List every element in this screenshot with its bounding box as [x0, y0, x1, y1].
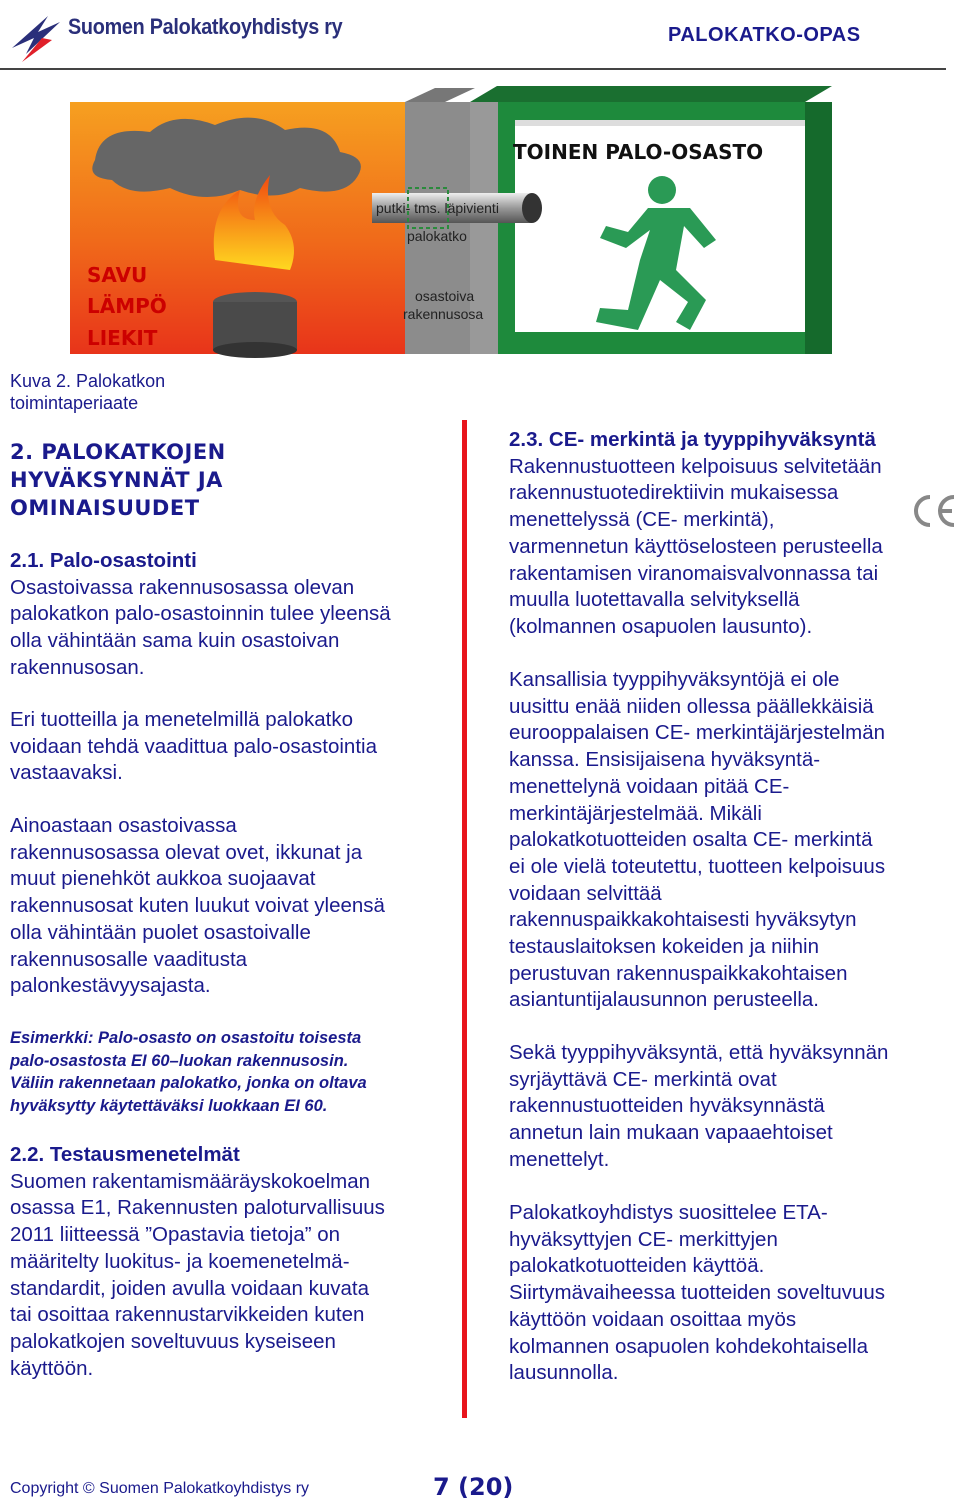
paragraph	[509, 667, 885, 1014]
paragraph-line: määritelty luokitus- ja koemenetelmä-	[10, 1249, 350, 1273]
organization-name: Suomen Palokatkoyhdistys ry	[68, 14, 343, 39]
green-room-top	[470, 86, 832, 102]
paragraph-line: rakennustuotedirektiivin mukaisessa	[509, 481, 839, 505]
paragraph-line: palokatkon palo-osastoinnin tulee yleensä	[10, 602, 391, 626]
paragraph-line: Ainoastaan osastoivassa	[10, 814, 237, 837]
pipe-label-1: putki- tms. läpivienti	[376, 200, 499, 216]
paragraph-line: kolmannen osapuolen kohdekohtaisella	[509, 1334, 869, 1358]
column-divider	[462, 420, 467, 1418]
paragraph-line: voidaan tehdä vaadittua palo-osastointia	[10, 734, 377, 758]
subsection-title: 2.1. Palo-osastointi	[10, 549, 197, 572]
paragraph-line: kanssa. Ensisijaisena hyväksyntä-	[509, 748, 821, 772]
paragraph-line: lausunnolla.	[509, 1361, 619, 1385]
wall-label-1: osastoiva	[415, 288, 475, 304]
paragraph-line: 2011 liitteessä ”Opastavia tietoja” on	[10, 1223, 341, 1247]
caption-line: Kuva 2. Palokatkon	[10, 371, 166, 391]
paragraph-line: varmennetun käyttöselosteen perusteella	[509, 534, 883, 558]
paragraph	[509, 1200, 885, 1387]
paragraph-line: menettelyt.	[509, 1147, 610, 1171]
paragraph-line: perustuvan rakennuspaikkakohtaisen	[509, 961, 848, 985]
example-line: Väliin rakennetaan palokatko, jonka on oltava	[10, 1074, 367, 1093]
second-compartment-title: TOINEN PALO-OSASTO	[513, 140, 764, 164]
pipe-label-2: palokatko	[407, 228, 467, 244]
paragraph-line: palonkestävyysajasta.	[10, 974, 211, 998]
heading-line: 2. PALOKATKOJEN	[10, 440, 226, 464]
paragraph-line: rakennusosat kuten luukut voivat yleensä	[10, 894, 385, 918]
fire-label-smoke: SAVU	[87, 263, 148, 287]
ce-mark-icon	[908, 493, 958, 529]
section-2-2	[10, 1142, 385, 1382]
paragraph-line: palokatkojen soveltuvuus kyseiseen	[10, 1329, 336, 1353]
document-title: PALOKATKO-OPAS	[668, 24, 861, 46]
paragraph-line: Siirtymävaiheessa tuotteiden soveltuvuus	[509, 1281, 886, 1305]
paragraph-line: Sekä tyyppihyväksyntä, että hyväksynnän	[509, 1041, 889, 1064]
paragraph-line: rakennustuotteiden hyväksynnästä	[509, 1094, 825, 1118]
fire-compartment-figure	[0, 80, 960, 370]
paragraph	[10, 707, 377, 787]
paragraph-line: uusittu enää niiden ollessa päällekkäisiä	[509, 694, 874, 718]
paragraph-line: asiantuntijalausunnon perusteella.	[509, 988, 820, 1012]
paragraph-line: annetun lain mukaan vapaaehtoiset	[509, 1121, 833, 1145]
section-2-1	[10, 548, 391, 682]
paragraph-line: rakennusosassa olevat ovet, ikkunat ja	[10, 840, 363, 864]
paragraph-line: tai osoittaa rakennustarvikkeiden kuten	[10, 1303, 365, 1327]
example-line: Esimerkki: Palo-osasto on osastoitu toisesta	[10, 1029, 362, 1047]
logo-icon	[8, 8, 64, 64]
paragraph-line: Rakennustuotteen kelpoisuus selvitetään	[509, 454, 882, 478]
fire-label-heat: LÄMPÖ	[87, 294, 167, 318]
paragraph-line: rakentamisen viranomaisvalvonnassa tai	[509, 561, 879, 585]
figure-caption	[10, 370, 165, 414]
example-box	[10, 1027, 367, 1118]
subsection-title: 2.3. CE- merkintä ja tyyppihyväksyntä	[509, 428, 876, 451]
paragraph-line: palokatkotuotteiden osalta CE- merkintä	[509, 828, 873, 852]
paragraph-line: Eri tuotteilla ja menetelmillä palokatko	[10, 708, 353, 731]
page-number: 7 (20)	[433, 1473, 514, 1501]
paragraph-line: eurooppalaisen CE- merkintäjärjestelmän	[509, 721, 886, 745]
paragraph-line: muulla luotettavalla selvityksellä	[509, 588, 800, 612]
heading-line: OMINAISUUDET	[10, 496, 200, 520]
paragraph-line: olla vähintään puolet osastoivalle	[10, 920, 311, 944]
paragraph-line: käyttöön voidaan osoittaa myös	[509, 1307, 797, 1331]
paragraph-line: ei ole vielä toteutettu, tuotteen kelpoisuus	[509, 854, 886, 878]
paragraph-line: (kolmannen osapuolen lausunto).	[509, 614, 813, 638]
paragraph-line: syrjäyttävä CE- merkintä ovat	[509, 1067, 777, 1091]
paragraph-line: menettelynä voidaan pitää CE-	[509, 774, 790, 798]
paragraph-line: hyväksyttyjen CE- merkittyjen	[509, 1227, 778, 1251]
paragraph-line: rakennuspaikkakohtaisesti hyväksytyn	[509, 908, 857, 932]
paragraph-line: voidaan selvittää	[509, 881, 662, 905]
paragraph-line: standardit, joiden avulla voidaan kuvata	[10, 1276, 369, 1300]
header-divider	[0, 68, 946, 70]
heading-line: HYVÄKSYNNÄT JA	[10, 468, 223, 492]
paragraph-line: käyttöön.	[10, 1356, 94, 1380]
paragraph-line: Palokatkoyhdistys suosittelee ETA-	[509, 1201, 828, 1224]
section-2-3	[509, 427, 883, 641]
paragraph-line: palokatkotuotteiden käyttöä.	[509, 1254, 765, 1278]
example-line: hyväksytty käytettäväksi luokkaan EI 60.	[10, 1097, 328, 1116]
paragraph-line: Kansallisia tyyppihyväksyntöjä ei ole	[509, 668, 840, 691]
paragraph-line: vastaavaksi.	[10, 761, 123, 785]
wall-label-2: rakennusosa	[403, 306, 484, 322]
example-line: palo-osastosta EI 60–luokan rakennusosin.	[10, 1051, 349, 1070]
fire-label-flames: LIEKIT	[87, 326, 158, 350]
paragraph	[509, 1040, 888, 1174]
logo	[8, 8, 64, 64]
paragraph-line: osassa E1, Rakennusten paloturvallisuus	[10, 1196, 385, 1220]
paragraph-line: muut pienehköt aukkoa suojaavat	[10, 867, 316, 891]
subsection-title: 2.2. Testausmenetelmät	[10, 1143, 240, 1166]
footer-copyright: Copyright © Suomen Palokatkoyhdistys ry	[10, 1480, 310, 1497]
paragraph-line: testauslaitoksen kokeiden ja niihin	[509, 935, 819, 959]
section-heading	[10, 438, 226, 522]
paragraph-line: rakennusosan.	[10, 655, 145, 679]
caption-line: toimintaperiaate	[10, 393, 139, 413]
paragraph-line: merkintäjärjestelmää. Mikäli	[509, 801, 762, 825]
paragraph-line: olla vähintään sama kuin osastoivan	[10, 629, 340, 653]
wall-top	[405, 88, 475, 102]
paragraph-line: Osastoivassa rakennusosassa olevan	[10, 575, 355, 599]
paragraph-line: Suomen rakentamismääräyskokoelman	[10, 1169, 371, 1193]
paragraph-line: rakennusosalle vaaditusta	[10, 947, 248, 971]
paragraph	[10, 813, 385, 1000]
paragraph-line: menettelyssä (CE- merkintä),	[509, 508, 775, 532]
